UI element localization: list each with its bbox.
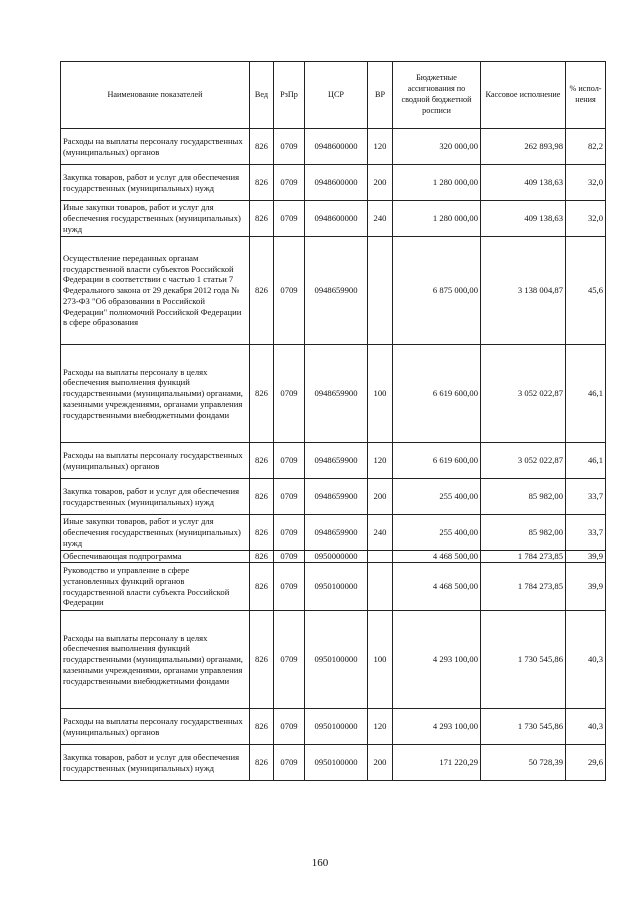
cell-vr: 200 bbox=[368, 745, 393, 781]
cell-vr: 120 bbox=[368, 129, 393, 165]
cell-name: Осуществление переданных органам государственной власти субъектов Российской Федерации в соответствии с частью 1 статьи 7 Федерального закона от 29 декабря 2012 года № 273-ФЗ "Об образовании в Российской Федерации" полномочий Российской Федерации в сфере образования bbox=[61, 237, 250, 345]
cell-name: Закупка товаров, работ и услуг для обеспечения государственных (муниципальных) нужд bbox=[61, 479, 250, 515]
cell-percent: 32,0 bbox=[566, 201, 606, 237]
cell-vr: 200 bbox=[368, 165, 393, 201]
table-header-row bbox=[61, 62, 606, 129]
cell-vr: 240 bbox=[368, 201, 393, 237]
table-row bbox=[61, 563, 606, 611]
cell-percent: 46,1 bbox=[566, 443, 606, 479]
table-row bbox=[61, 515, 606, 551]
cell-budget: 4 468 500,00 bbox=[393, 551, 481, 563]
cell-cash: 1 730 545,86 bbox=[481, 611, 566, 709]
cell-csr: 0948659900 bbox=[305, 515, 368, 551]
header-rzpr: РзПр bbox=[274, 62, 305, 129]
cell-rzpr: 0709 bbox=[274, 709, 305, 745]
cell-cash: 85 982,00 bbox=[481, 515, 566, 551]
budget-table bbox=[60, 61, 606, 781]
cell-csr: 0948659900 bbox=[305, 479, 368, 515]
cell-name: Закупка товаров, работ и услуг для обеспечения государственных (муниципальных) нужд bbox=[61, 745, 250, 781]
cell-percent: 40,3 bbox=[566, 709, 606, 745]
cell-name: Иные закупки товаров, работ и услуг для обеспечения государственных (муниципальных) нужд bbox=[61, 201, 250, 237]
cell-csr: 0950100000 bbox=[305, 709, 368, 745]
cell-ved: 826 bbox=[250, 201, 274, 237]
cell-percent: 33,7 bbox=[566, 479, 606, 515]
header-vr: ВР bbox=[368, 62, 393, 129]
cell-csr: 0948600000 bbox=[305, 165, 368, 201]
cell-name: Закупка товаров, работ и услуг для обеспечения государственных (муниципальных) нужд bbox=[61, 165, 250, 201]
cell-vr: 240 bbox=[368, 515, 393, 551]
cell-budget: 6 875 000,00 bbox=[393, 237, 481, 345]
cell-ved: 826 bbox=[250, 611, 274, 709]
cell-cash: 3 138 004,87 bbox=[481, 237, 566, 345]
cell-percent: 29,6 bbox=[566, 745, 606, 781]
cell-ved: 826 bbox=[250, 745, 274, 781]
table-row bbox=[61, 201, 606, 237]
cell-percent: 39,9 bbox=[566, 563, 606, 611]
cell-name: Обеспечивающая подпрограмма bbox=[61, 551, 250, 563]
cell-ved: 826 bbox=[250, 345, 274, 443]
cell-vr bbox=[368, 563, 393, 611]
cell-name: Расходы на выплаты персоналу государственных (муниципальных) органов bbox=[61, 443, 250, 479]
cell-budget: 4 293 100,00 bbox=[393, 709, 481, 745]
cell-ved: 826 bbox=[250, 129, 274, 165]
header-budget: Бюджетные ассигнования по сводной бюджетной росписи bbox=[393, 62, 481, 129]
header-cash: Кассовое исполнение bbox=[481, 62, 566, 129]
cell-name: Руководство и управление в сфере установленных функций органов государственной власти субъекта Российской Федерации bbox=[61, 563, 250, 611]
header-name: Наименование показателей bbox=[61, 62, 250, 129]
header-csr: ЦСР bbox=[305, 62, 368, 129]
cell-csr: 0950100000 bbox=[305, 611, 368, 709]
cell-cash: 1 730 545,86 bbox=[481, 709, 566, 745]
cell-rzpr: 0709 bbox=[274, 165, 305, 201]
cell-percent: 45,6 bbox=[566, 237, 606, 345]
cell-budget: 1 280 000,00 bbox=[393, 165, 481, 201]
cell-rzpr: 0709 bbox=[274, 129, 305, 165]
table-row bbox=[61, 611, 606, 709]
table-row bbox=[61, 709, 606, 745]
table-row bbox=[61, 129, 606, 165]
cell-vr: 120 bbox=[368, 443, 393, 479]
cell-cash: 1 784 273,85 bbox=[481, 563, 566, 611]
cell-csr: 0950100000 bbox=[305, 563, 368, 611]
cell-budget: 171 220,29 bbox=[393, 745, 481, 781]
cell-cash: 1 784 273,85 bbox=[481, 551, 566, 563]
page-number: 160 bbox=[311, 857, 329, 869]
cell-cash: 409 138,63 bbox=[481, 201, 566, 237]
cell-vr: 100 bbox=[368, 345, 393, 443]
cell-name: Расходы на выплаты персоналу в целях обеспечения выполнения функций государственными (муниципальными) органами, казенными учреждениями, органами управления государственными внебюджетными фондами bbox=[61, 345, 250, 443]
table-body bbox=[61, 129, 606, 781]
cell-cash: 262 893,98 bbox=[481, 129, 566, 165]
cell-ved: 826 bbox=[250, 237, 274, 345]
cell-ved: 826 bbox=[250, 551, 274, 563]
cell-vr bbox=[368, 551, 393, 563]
cell-csr: 0948600000 bbox=[305, 129, 368, 165]
cell-rzpr: 0709 bbox=[274, 345, 305, 443]
header-ved: Вед bbox=[250, 62, 274, 129]
cell-name: Расходы на выплаты персоналу государственных (муниципальных) органов bbox=[61, 129, 250, 165]
cell-ved: 826 bbox=[250, 515, 274, 551]
cell-ved: 826 bbox=[250, 479, 274, 515]
cell-cash: 85 982,00 bbox=[481, 479, 566, 515]
cell-vr: 200 bbox=[368, 479, 393, 515]
cell-csr: 0948659900 bbox=[305, 237, 368, 345]
cell-ved: 826 bbox=[250, 563, 274, 611]
cell-ved: 826 bbox=[250, 165, 274, 201]
cell-percent: 82,2 bbox=[566, 129, 606, 165]
cell-budget: 6 619 600,00 bbox=[393, 345, 481, 443]
cell-ved: 826 bbox=[250, 709, 274, 745]
cell-csr: 0948659900 bbox=[305, 345, 368, 443]
cell-budget: 255 400,00 bbox=[393, 515, 481, 551]
cell-csr: 0948659900 bbox=[305, 443, 368, 479]
table-row bbox=[61, 551, 606, 563]
cell-cash: 409 138,63 bbox=[481, 165, 566, 201]
cell-rzpr: 0709 bbox=[274, 443, 305, 479]
cell-percent: 46,1 bbox=[566, 345, 606, 443]
cell-rzpr: 0709 bbox=[274, 515, 305, 551]
cell-rzpr: 0709 bbox=[274, 745, 305, 781]
cell-name: Расходы на выплаты персоналу государственных (муниципальных) органов bbox=[61, 709, 250, 745]
cell-budget: 320 000,00 bbox=[393, 129, 481, 165]
cell-vr bbox=[368, 237, 393, 345]
cell-rzpr: 0709 bbox=[274, 563, 305, 611]
cell-cash: 3 052 022,87 bbox=[481, 443, 566, 479]
table-row bbox=[61, 745, 606, 781]
table-row bbox=[61, 165, 606, 201]
cell-ved: 826 bbox=[250, 443, 274, 479]
cell-vr: 100 bbox=[368, 611, 393, 709]
cell-rzpr: 0709 bbox=[274, 551, 305, 563]
cell-budget: 1 280 000,00 bbox=[393, 201, 481, 237]
cell-name: Расходы на выплаты персоналу в целях обеспечения выполнения функций государственными (муниципальными) органами, казенными учреждениями, органами управления государственными внебюджетными фондами bbox=[61, 611, 250, 709]
cell-rzpr: 0709 bbox=[274, 479, 305, 515]
table-row bbox=[61, 479, 606, 515]
cell-budget: 255 400,00 bbox=[393, 479, 481, 515]
cell-name: Иные закупки товаров, работ и услуг для обеспечения государственных (муниципальных) нужд bbox=[61, 515, 250, 551]
cell-percent: 32,0 bbox=[566, 165, 606, 201]
cell-percent: 40,3 bbox=[566, 611, 606, 709]
cell-rzpr: 0709 bbox=[274, 237, 305, 345]
cell-budget: 4 468 500,00 bbox=[393, 563, 481, 611]
cell-csr: 0950100000 bbox=[305, 745, 368, 781]
cell-budget: 6 619 600,00 bbox=[393, 443, 481, 479]
cell-rzpr: 0709 bbox=[274, 611, 305, 709]
cell-percent: 39,9 bbox=[566, 551, 606, 563]
cell-budget: 4 293 100,00 bbox=[393, 611, 481, 709]
cell-rzpr: 0709 bbox=[274, 201, 305, 237]
table-row bbox=[61, 345, 606, 443]
cell-cash: 50 728,39 bbox=[481, 745, 566, 781]
table-row bbox=[61, 237, 606, 345]
header-percent: % испол-нения bbox=[566, 62, 606, 129]
table-row bbox=[61, 443, 606, 479]
cell-csr: 0950000000 bbox=[305, 551, 368, 563]
cell-percent: 33,7 bbox=[566, 515, 606, 551]
cell-cash: 3 052 022,87 bbox=[481, 345, 566, 443]
cell-vr: 120 bbox=[368, 709, 393, 745]
cell-csr: 0948600000 bbox=[305, 201, 368, 237]
